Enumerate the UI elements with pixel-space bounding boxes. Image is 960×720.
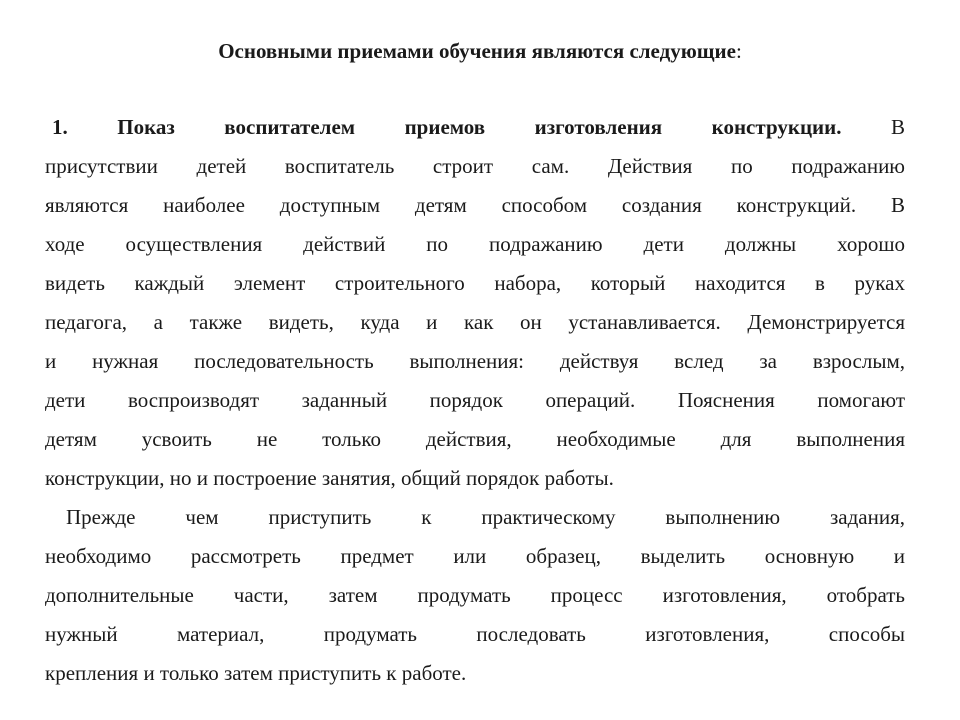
paragraph2-line-3: нужный материал, продумать последовать изготовления, способы [45, 622, 905, 646]
item1-line-8: детям усвоить не только действия, необходимые для выполнения [45, 427, 905, 451]
document-body [45, 108, 905, 693]
item1-line-5: педагога, а также видеть, куда и как он устанавливается. Демонстрируется [45, 310, 905, 334]
item1-line-4: видеть каждый элемент строительного набора, который находится в руках [45, 271, 905, 295]
item1-number: 1. [52, 115, 68, 139]
paragraph2-line-4: крепления и только затем приступить к работе. [45, 661, 467, 685]
page-title [0, 36, 960, 66]
item1-heading: Показ воспитателем приемов изготовления конструкции. [117, 115, 842, 139]
paragraph2-line-2: дополнительные части, затем продумать процесс изготовления, отобрать [45, 583, 905, 607]
item1-line-0 [45, 108, 905, 147]
item1-line-6: и нужная последовательность выполнения: действуя вслед за взрослым, [45, 349, 905, 373]
item1-line-9: конструкции, но и построение занятия, общий порядок работы. [45, 466, 614, 490]
title-bold-text: Основными приемами обучения являются следующие [218, 39, 736, 63]
item1-line-7: дети воспроизводят заданный порядок операций. Пояснения помогают [45, 388, 905, 412]
paragraph2-line-1: необходимо рассмотреть предмет или образец, выделить основную и [45, 544, 905, 568]
item1-line-0-tail: В [891, 115, 906, 139]
item1-line-1: присутствии детей воспитатель строит сам. Действия по подражанию [45, 154, 905, 178]
item1-line-2: являются наиболее доступным детям способом создания конструкций. В [45, 193, 905, 217]
title-colon: : [735, 39, 742, 63]
item1-line-3: ходе осуществления действий по подражанию дети должны хорошо [45, 232, 905, 256]
paragraph2-line-0: Прежде чем приступить к практическому выполнению задания, [66, 505, 905, 529]
